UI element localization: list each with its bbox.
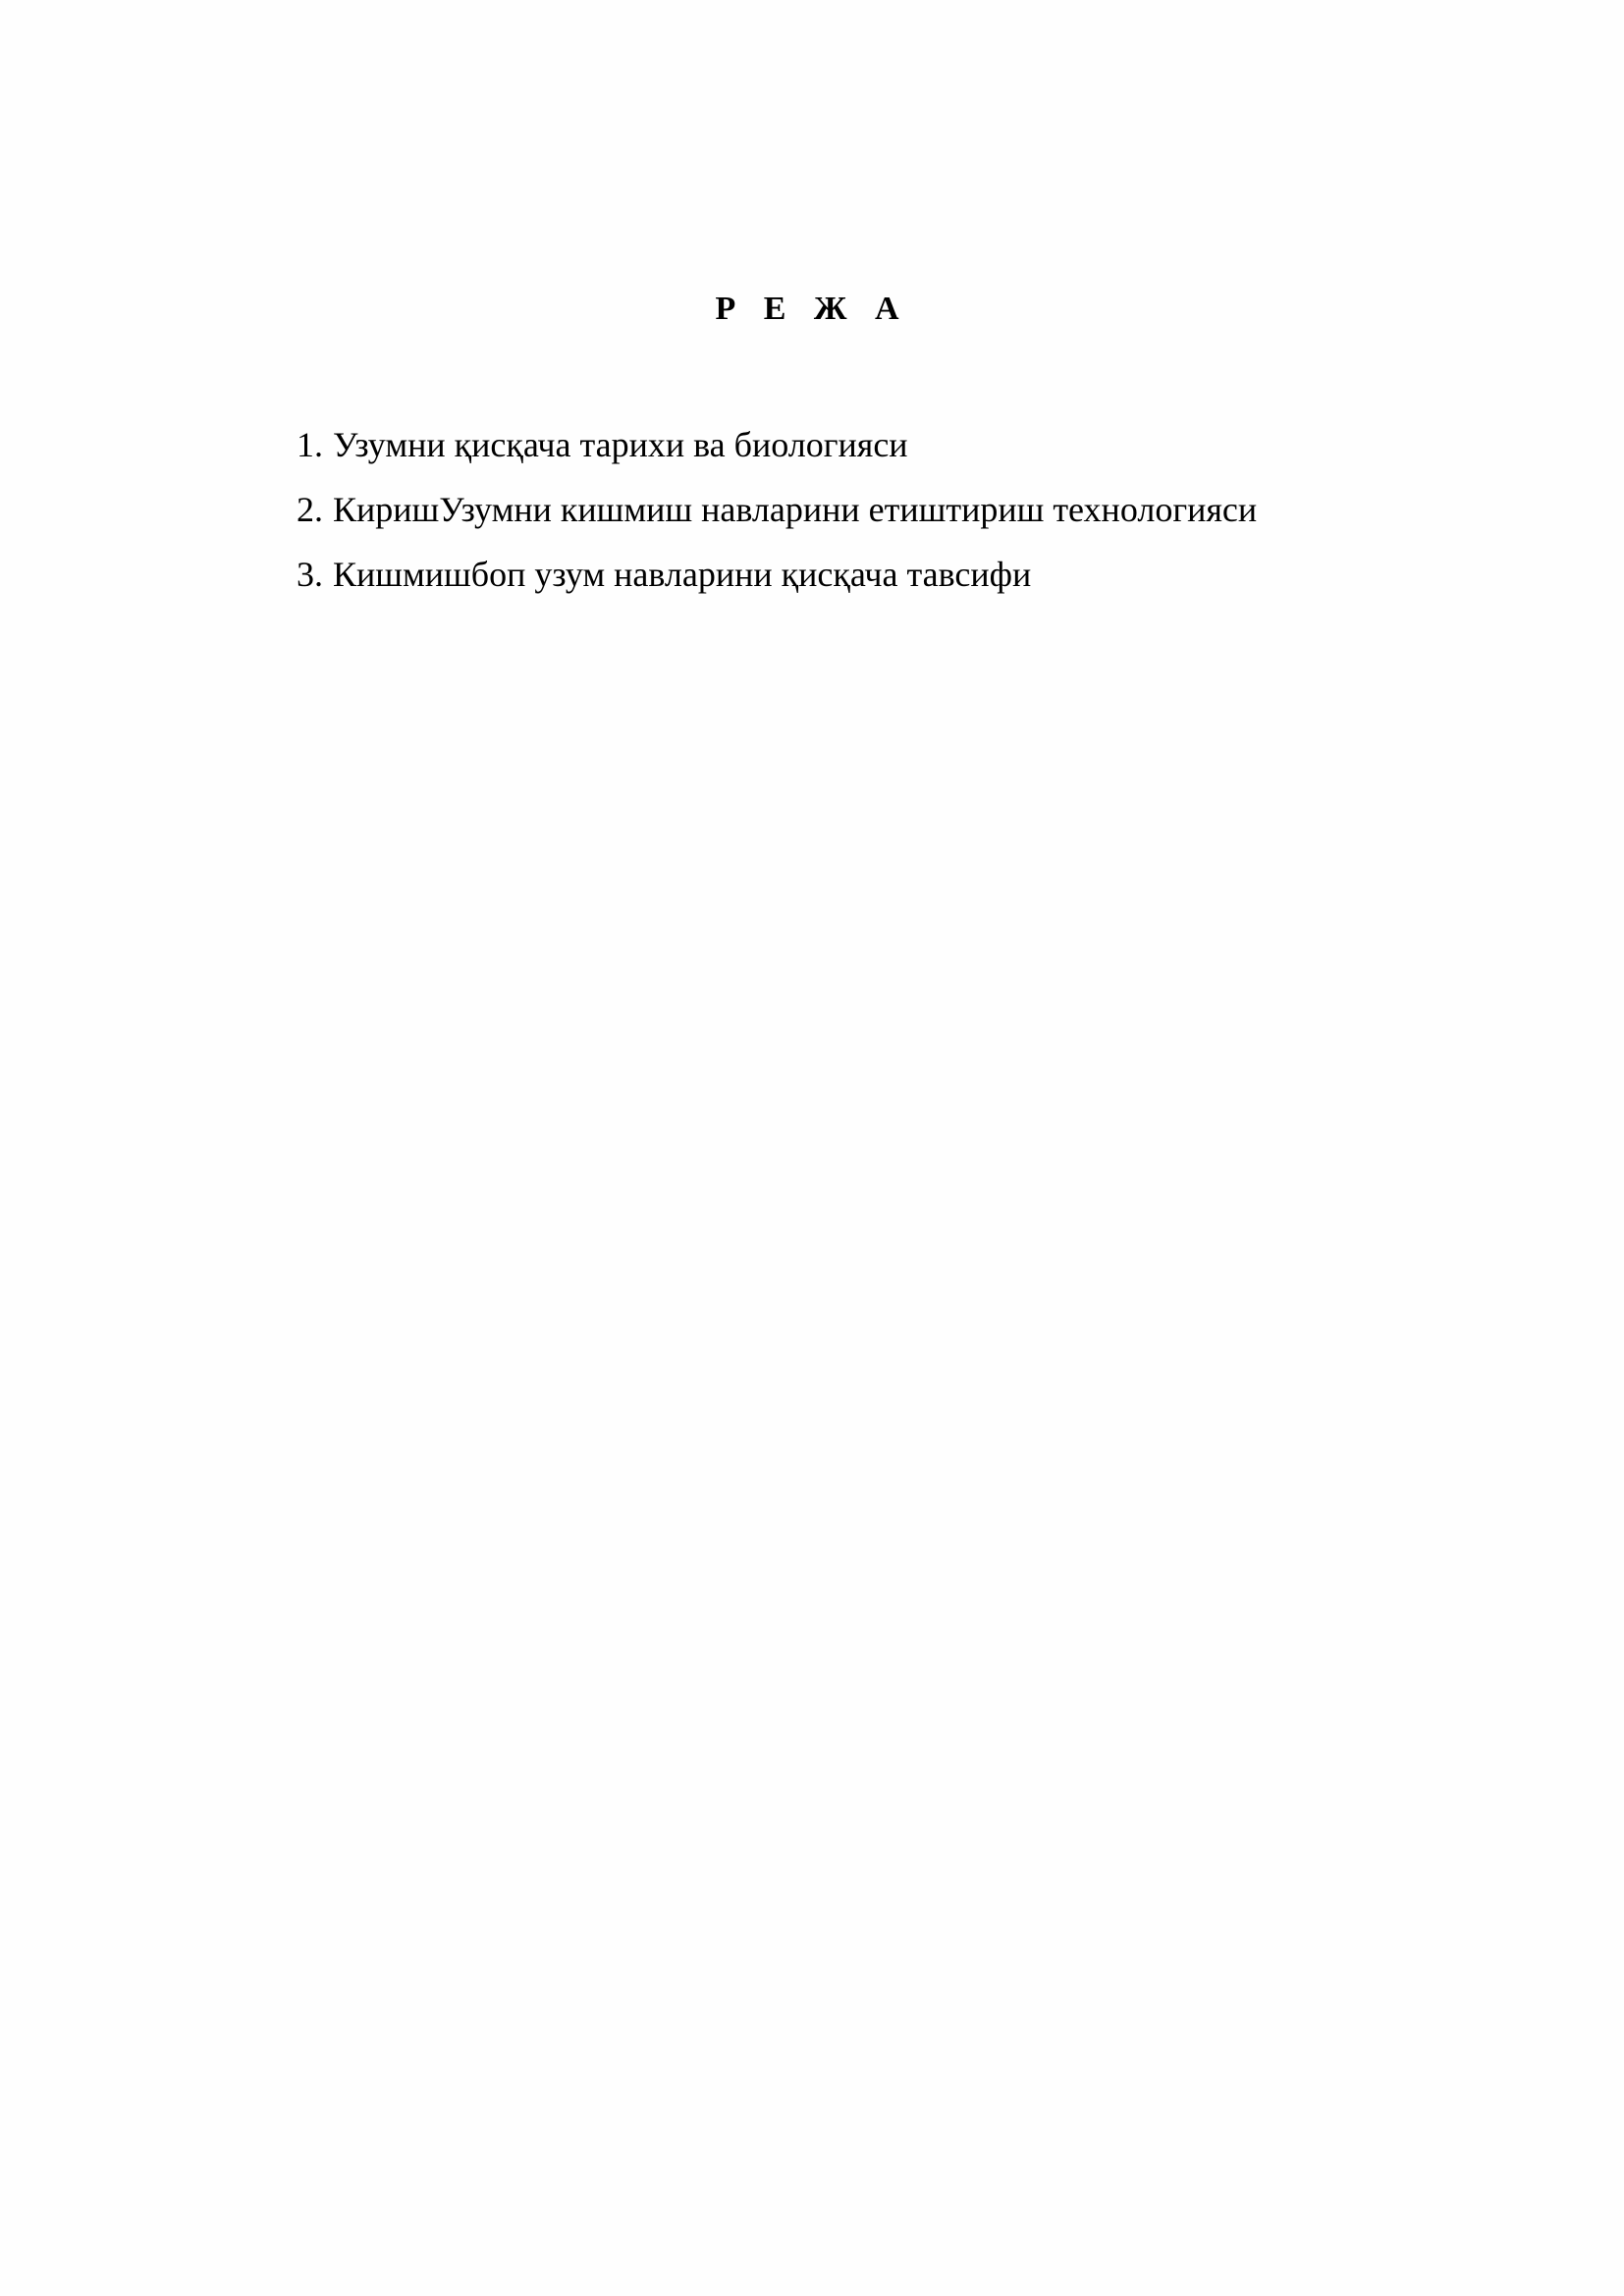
page-title: Р Е Ж А — [715, 291, 909, 327]
plan-item-number: 2. — [297, 490, 323, 529]
plan-list — [297, 412, 1257, 607]
plan-item-text: Кишмишбоп узум навларини қисқача тавсифи — [333, 555, 1032, 594]
plan-item-number: 3. — [297, 555, 323, 594]
plan-item-text: КиришУзумни кишмиш навларини етиштириш технологияси — [333, 490, 1258, 529]
plan-item-text: Узумни қисқача тарихи ва биологияси — [333, 425, 908, 464]
plan-item — [297, 477, 1257, 542]
plan-item-number: 1. — [297, 425, 323, 464]
plan-item — [297, 412, 1257, 477]
plan-item — [297, 542, 1257, 607]
